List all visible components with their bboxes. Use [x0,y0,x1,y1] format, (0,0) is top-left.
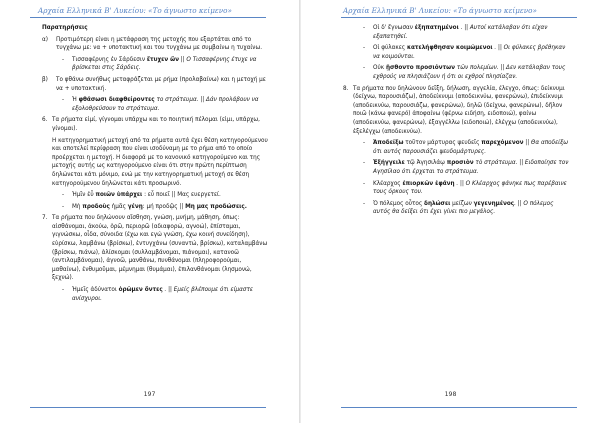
page-number: 198 [444,391,457,398]
example-bold: ἐξηπατημένοι [414,25,459,31]
dash-mark: - [363,65,366,72]
dash-mark: - [62,203,65,210]
example-translation: . || Εμείς βλέπουμε ότι είμαστε ανίσχυροι. [72,287,253,302]
rule-7 [42,214,270,283]
explanation-paragraph: Η κατηγορηματική μετοχή από τα ρήματα αυτά έχει θέση κατηγορούμενου και αποτελεί περίφραση που είναι ισοδύναμη με το ρήμα από το οποίο προέρχεται η μετοχή. Η διαφορά με το κανονικό κατηγορούμενο και της μετοχής αυτής ως κατηγορούμενο είναι ότι στην πρώτη περίπτωση δηλώνεται κάτι μόνιμο, ενώ με την κατηγορηματική μετοχή σε θέση κατηγορούμενου δηλώνεται κάτι προσωρινό. [52,137,268,187]
example-translation: || Ο Τισσαφέρνης έτυχε να βρίσκεται στις Σάρδεις. [72,56,257,72]
example-translation: : μή προδῷς || [142,203,186,210]
right-content [343,24,571,220]
example-bold: δηλώσει [424,200,451,207]
note-text: Προτιμότερη είναι η μετάφραση της μετοχής που εξαρτάται από το τυγχάνω με: να + υποτακτική και του τυγχάνω με συμβαίνω η τυχαίνω. [56,36,263,52]
rule-number: 6. [42,117,48,124]
example-bold: ἐπιορκῶν ἐφάνη [402,180,455,187]
dash-mark: - [363,180,366,187]
note-alpha [42,36,270,53]
rule-6 [42,116,270,133]
rule-text: Τα ρήματα που δηλώνουν δεῖξη, δήλωση, αγγελία, έλεγχο, όπως: δείκνυμι (δείχνω, παρουσιάζω), ἀποδείκνυμι (αποδεικνύω, φανερώνω), ἐπιδείκνυμι (αποδεικνύω, παρουσιάζω, φανερώνω), δηλῶ (δείχνω, φανερώνω), δῆλον ποιῶ (κάνω φανερό) ἀποφαίνω (φέρνω ειδήση, ειδοποιώ), φαίνω (αποδεικνύω, φανερώνω), ἐξαγγέλλω (ειδοποιώ), ἐλέγχω (αποδεικνύω), ἐξελέγχω (αποδεικνύω). [353,85,565,135]
running-header: Αρχαία Ελληνικά Β' Λυκείου: «Το άγνωστο κείμενο» [38,6,232,15]
dash-mark: - [363,25,366,31]
example-translation: : εὖ ποιεῖ || Μας ευεργετεί. [144,192,221,199]
rule-number: 7. [42,215,48,222]
dash-mark: - [363,160,366,167]
example-item [343,64,571,81]
header-rule [30,17,266,18]
example-greek: Ἡ [72,97,77,104]
example-item [42,96,270,113]
example-bold-2: γεγενημένος [473,200,515,207]
example-translation: . || Ο πόλεμος αυτός θα δείξει ότι έχει γίνει πιο μεγάλος. [373,200,554,216]
example-mid: τοῦτον μάρτυρας ψευδεῖς [403,140,480,147]
example-item [343,200,571,217]
example-bold: ἔτυχεν ὤν [146,56,179,63]
example-translation: . || Οι φύλακες βρέθηκαν να κοιμούνται. [373,45,566,60]
example-bold: Ἀποδείξω [373,140,404,147]
example-mid: ἡμᾶς [109,203,126,210]
note-label: α) [42,36,48,43]
left-page [0,0,299,423]
example-bold: ποιῶν ὑπάρχει [95,192,143,199]
example-mid: μείζων [450,200,472,207]
dash-mark: - [363,200,366,207]
rule-number: 8. [343,85,349,92]
example-translation: . || Αυτοί κατάλαβαν ότι είχαν εξαπατηθεί. [373,25,548,40]
example-item [343,24,571,41]
header-rule [341,17,577,18]
example-translation: τὸ στράτευμα. || Ειδοποίησε τον Αγησίλαο ότι έρχεται το στράτευμα. [373,160,569,175]
example-bold-2: παρεχόμενον [481,140,524,147]
note-label: β) [42,76,48,83]
example-item [42,191,270,200]
example-bold: ᾔσθοντο προσιόντων [385,65,455,72]
dash-mark: - [363,140,366,147]
example-greek: Οἱ φύλακες [373,45,406,52]
note-text: Το φθάνω συνήθως μεταφράζεται με ρήμα (προλαβαίνω) και η μετοχή με να + υποτακτική. [56,76,266,92]
example-item [343,139,571,156]
example-greek: Μὴ [72,203,81,210]
example-greek: Ὁ πόλεμος οὗτος [373,200,423,207]
example-bold-2: προσιὸν [446,160,474,167]
note-beta [42,76,270,93]
right-page [301,0,600,423]
example-item [42,286,270,303]
example-item [42,56,270,73]
example-greek: Κλέαρχος [373,180,401,187]
example-greek: Οὐκ [373,65,385,72]
example-bold-2: γένῃ [127,203,143,210]
example-greek: Οἱ δ' ἔγνωσαν [373,25,413,31]
example-mid: τῷ Ἀγησιλάῳ [404,160,445,167]
example-bold: φθάσωσι διαφθείροντες [78,97,155,104]
section-heading: Παρατηρήσεις [42,25,88,31]
example-item [343,180,571,197]
dash-mark: - [62,287,65,294]
rule-8 [343,85,571,137]
example-item [343,44,571,61]
example-item [343,159,571,176]
left-content [42,24,270,306]
footer-rule [30,407,266,408]
page-number: 197 [143,391,156,398]
example-bold: ὁρῶμεν ὄντες [118,287,163,294]
footer-rule [341,407,577,408]
rule-text: Τα ρήματα που δηλώνουν αἴσθηση, γνώση, μνήμη, μάθηση, όπως: αἰσθάνομαι, ἀκούω, ὁρῶ, περιορῶ (αδιαφορώ, αγνοώ), ἐπίσταμαι, γιγνώσκω, οἶδα, σύνοιδα (έχω και εγώ γνώση, έχω κοινή συνείδηση), εὑρίσκω, λαμβάνω (βρίσκω), ἐντυγχάνω (συναντώ, βρίσκω), καταλαμβάνω (βρίσκω, πιάνω), ἁλίσκομαι (συλλαμβάνομαι, πιάνομαι), κατανοῶ (αντιλαμβάνομαι), ἀγνοῶ, μανθάνω, πυνθάνομαι (πληροφορούμαι, μαθαίνω), ἐνθυμοῦμαι, μέμνημαι (θυμάμαι), ἐπιλανθάνομαι (λησμονώ, ξεχνώ). [52,215,268,282]
dash-mark: - [62,192,65,199]
example-item [42,203,270,212]
dash-mark: - [363,45,366,52]
example-translation: τῶν πολεμίων. || Δεν κατάλαβαν τους εχθρούς να πλησιάζουν ή ότι οι εχθροί πλησίαζαν. [373,65,566,80]
example-translation: . || Ο Κλέαρχος φάνηκε πως παρέβαινε τους όρκους του. [373,180,567,196]
example-translation: || Θα αποδείξω ότι αυτός παρουσιάζει ψευδομάρτυρες. [373,140,569,155]
example-greek: Ἡμεῖς ἀδύνατοι [72,287,117,294]
example-bold-3: Μη μας προδώσεις. [185,203,247,210]
dash-mark: - [62,97,65,104]
example-greek: Ἡμῖν ἐὖ [72,192,94,199]
example-translation: το στράτευμα. || Δάν προλάβουν να εξολοθρεύσουν το στράτευμα. [72,97,259,112]
example-greek: Τισσαφέρνης ἐν Σάρδεσιν [72,56,145,63]
example-bold: κατελήφθησαν κοιμώμενοι [406,45,493,52]
dash-mark: - [62,56,65,63]
rule-text: Τα ρήματα εἰμί, γίγνομαι υπάρχω και το ποιητική πέλομαι (εἰμι, υπάρχω, γίνομαι). [52,117,260,132]
running-header: Αρχαία Ελληνικά Β' Λυκείου: «Το άγνωστο κείμενο» [343,6,537,15]
example-bold: προδοὺς [82,203,110,210]
example-bold: Ἐξήγγειλε [373,160,405,167]
